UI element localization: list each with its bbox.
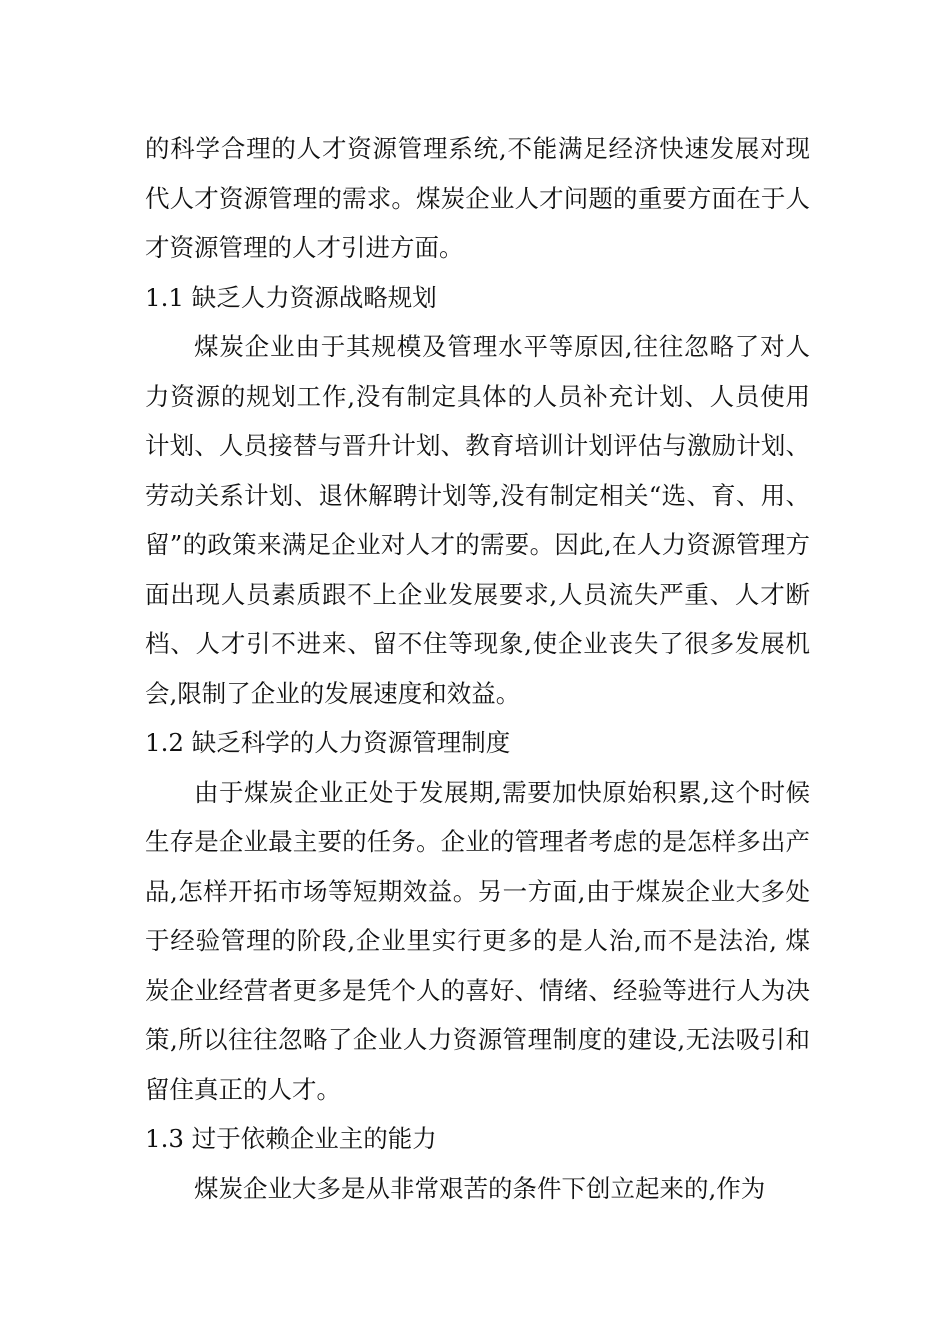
paragraph-section-1-2: 由于煤炭企业正处于发展期,需要加快原始积累,这个时候生存是企业最主要的任务。企业的管理者考虑的是怎样多出产品,怎样开拓市场等短期效益。另一方面,由于煤炭企业大多处于经验管理的阶段,企业里实行更多的是人治,而不是法治, 煤炭企业经营者更多是凭个人的喜好、情绪、经验等进行人为决策,所以往往忽略了企业人力资源管理制度的建设,无法吸引和留住真正的人才。 (145, 777, 810, 1104)
document-page (145, 124, 810, 1213)
paragraph-section-1-3: 煤炭企业大多是从非常艰苦的条件下创立起来的,作为 (194, 1173, 766, 1203)
paragraph-intro-continuation: 的科学合理的人才资源管理系统,不能满足经济快速发展对现代人才资源管理的需求。煤炭企业人才问题的重要方面在于人才资源管理的人才引进方面。 (145, 134, 810, 262)
paragraph-section-1-1: 煤炭企业由于其规模及管理水平等原因,往往忽略了对人力资源的规划工作,没有制定具体的人员补充计划、人员使用计划、人员接替与晋升计划、教育培训计划评估与激励计划、劳动关系计划、退休解聘计划等,没有制定相关“选、育、用、留”的政策来满足企业对人才的需要。因此,在人力资源管理方面出现人员素质跟不上企业发展要求,人员流失严重、人才断档、人才引不进来、留不住等现象,使企业丧失了很多发展机会,限制了企业的发展速度和效益。 (145, 332, 810, 708)
section-heading-1-1: 1.1 缺乏人力资源战略规划 (145, 282, 437, 312)
section-heading-1-3: 1.3 过于依赖企业主的能力 (145, 1124, 437, 1153)
section-heading-1-2: 1.2 缺乏科学的人力资源管理制度 (145, 728, 511, 757)
